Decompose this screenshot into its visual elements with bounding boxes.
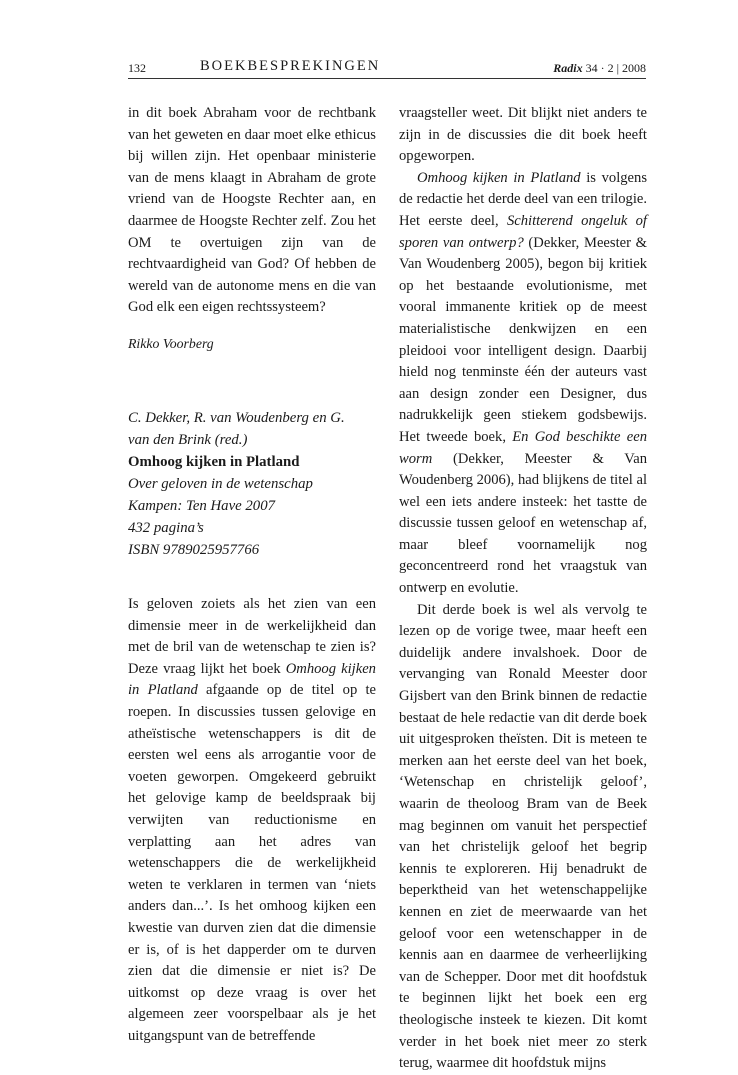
right-column <box>399 103 647 1075</box>
review-text: (Dekker, Meester & Van Woudenberg 2006), had blijkens de titel al wel een iets andere insteek: het tastte de discussie tussen geloof en wetenschap af, maar bleef voornamelijk nog geconcentreerd rond het vraagstuk van ontwerp en evolutie. <box>399 450 647 597</box>
book-authors-line1: C. Dekker, R. van Woudenberg en G. <box>128 410 345 426</box>
book-title: Omhoog kijken in Platland <box>128 454 300 470</box>
review-paragraph-2: vraagsteller weet. Dit blijkt niet anders te zijn in de discussies die dit boek heeft opgeworpen. <box>399 105 647 165</box>
page-number: 132 <box>128 61 146 75</box>
journal-reference <box>553 61 646 76</box>
review-book-title: En God beschikte een worm <box>399 428 647 467</box>
review-text: afgaande op de titel op te roepen. In discussies tussen gelovige en atheïstische wetenschappers is dit de eersten wel eens als arrogantie voor de voeten geworpen. Omgekeerd gebruikt het gelovige kamp de beeldspraak bij verwijten van reductionisme en verplatting aan het adres van wetenschappers die de werkelijkheid weten te verklaren in termen van ‘niets anders dan...’. Is het omhoog kijken een kwestie van durven zien dat die dimensie er is, of is het dapperder om te durven zien dat die dimensie er niet is? De uitkomst op deze vraag is over het algemeen zeer voorspelbaar als je het uitgangspunt van de betreffende <box>128 682 376 1044</box>
section-title: BOEKBESPREKINGEN <box>200 58 381 74</box>
review-paragraph-3 <box>399 168 647 600</box>
book-subtitle: Over geloven in de wetenschap <box>128 476 313 492</box>
book-publisher: Kampen: Ten Have 2007 <box>128 498 275 514</box>
book-authors-line2: van den Brink (red.) <box>128 432 248 448</box>
book-isbn: ISBN 9789025957766 <box>128 542 260 558</box>
journal-issue: 34 · 2 | 2008 <box>585 61 646 75</box>
reviewer-name: Rikko Voorberg <box>128 336 214 351</box>
review-text: is volgens de redactie het derde deel van een trilogie. Het eerste deel, <box>399 169 647 229</box>
book-citation <box>128 407 378 561</box>
review-paragraph-4: Dit derde boek is wel als vervolg te lezen op de vorige twee, maar heeft een duidelijk andere invalshoek. Door de vervanging van Ronald Meester door Gijsbert van den Brink binnen de redactie bestaat de hele redactie van dit derde boek uit uitgesproken theïsten. Dit is meteen te merken aan het eerste deel van het boek, ‘Wetenschap en christelijk geloof’, waarin de theoloog Bram van de Beek mag beginnen om vanuit het perspectief van het christelijk geloof het begrip kennis te exploreren. Hij benadrukt de beperktheid van het wetenschappelijke kennen en ziet de meerwaarde van het geloof voor een wetenschapper in de kennis aan en daarmee de verheerlijking van de Schepper. Door met dit hoofdstuk te beginnen lijkt het boek een erg theologische insteek te kiezen. Dit komt verder in het boek niet meer zo sterk terug, waarmee dit hoofdstuk mijns <box>399 601 647 1072</box>
book-pages: 432 pagina’s <box>128 520 204 536</box>
closing-paragraph: in dit boek Abraham voor de rechtbank van het geweten en daar moet elke ethicus bij willen zijn. Het openbaar ministerie van de mens klaagt in Abraham de grote vriend van de Hoogste Rechter aan, en daarmee de Hoogste Rechter zelf. Zou het OM te overtuigen zijn van de rechtvaardigheid van God? Of hebben de wereld van de autonome mens en die van God elk een eigen rechtssysteem? <box>128 105 376 316</box>
review-book-title: Omhoog kijken in Platland <box>128 660 376 699</box>
review-book-title: Omhoog kijken in Platland <box>417 169 581 186</box>
journal-name: Radix <box>553 61 583 75</box>
left-column-review <box>128 594 376 1047</box>
review-text: Is geloven zoiets als het zien van een dimensie meer in de werkelijkheid dan met de bril van de wetenschap te zien is? Deze vraag lijkt het boek <box>128 596 376 677</box>
running-header <box>128 58 646 79</box>
review-book-title: Schitterend ongeluk of sporen van ontwerp? <box>399 212 647 251</box>
review-paragraph-1 <box>128 594 376 1047</box>
left-column-top <box>128 103 376 319</box>
review-text: (Dekker, Meester & Van Woudenberg 2005), begon bij kritiek op het bestaande evolutionisme, met vooral immanente kritiek op de meest materialistische denkwijzen en een pleidooi voor intelligent design. Daarbij hield nog tenminste één der auteurs vast aan design zonder een Designer, dus nadrukkelijk geen stiekem godsbewijs. Het tweede boek, <box>399 234 648 445</box>
